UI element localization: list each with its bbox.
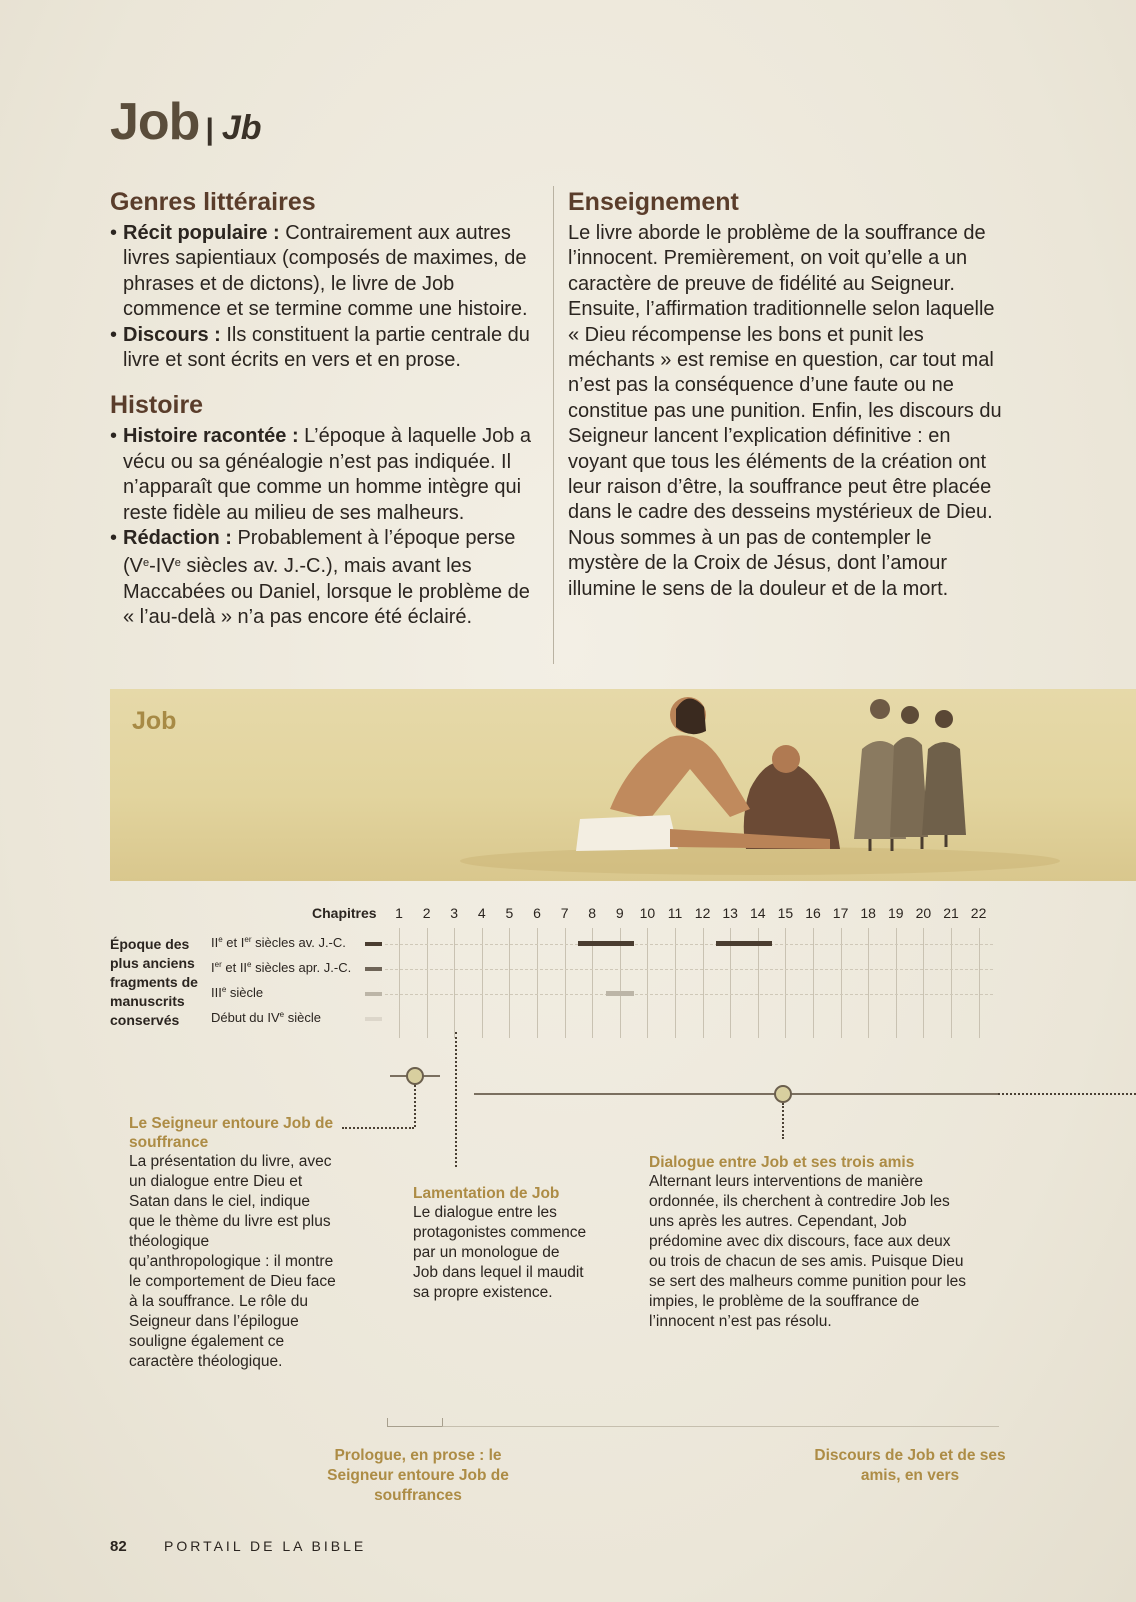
connector-prologue [414, 1085, 416, 1127]
epoch-row-line-1 [385, 969, 993, 970]
roman-numeral: V [129, 555, 144, 578]
genres-heading: Genres littéraires [110, 188, 316, 216]
chapter-number-1: 1 [395, 905, 403, 921]
manuscript-bar-2 [606, 991, 634, 996]
chapter-number-9: 9 [615, 905, 624, 921]
histoire-term: Rédaction : [123, 527, 232, 550]
histoire-text: L’époque à laquelle Job a vécu ou sa généalogie n’est pas indiquée. Il n’apparaît que comme un homme intègre qui reste fidèle au milieu de ses malheurs. [123, 425, 532, 524]
genre-term: Discours : [123, 323, 221, 346]
chapters-label: Chapitres [312, 905, 377, 921]
epoch-label-2: IIIe siècle [211, 985, 264, 1000]
histoire-list [110, 424, 540, 630]
bracket-prologue [387, 1418, 443, 1427]
chapter-number-12: 12 [694, 905, 711, 921]
title-separator: | [205, 113, 214, 146]
chapter-number-21: 21 [943, 905, 959, 921]
genre-text: Contrairement aux autres livres sapientiaux (composés de maximes, de phrases et de dictons), le livre de Job commence et se termine comme une histoire. [123, 222, 528, 321]
timeline-marker-dialogue [774, 1085, 792, 1103]
chapter-number-14: 14 [750, 905, 766, 921]
epoch-key-0 [365, 942, 382, 946]
epoch-key-2 [365, 992, 382, 996]
right-column [568, 188, 1008, 602]
enseignement-text: Le livre aborde le problème de la souffrance de l’innocent. Premièrement, on voit qu’elle a un caractère de preuve de fidélité au Seigneur. Ensuite, l’affirmation traditionnelle selon laquelle « Dieu récompense les bons et punit les méchants » est remise en question, car tout mal n’est pas la conséquence d’une faute ou ne constitue pas une punition. Enfin, les discours du Seigneur lancent l’explication définitive : en voyant que tous les éléments de la création ont leur raison d’être, la souffrance peut être placée dans le cadre des desseins mystérieux de Dieu. Nous sommes à un pas de contempler le mystère de la Croix de Jésus, dont l’amour illumine le sens de la douleur et de la mort. [568, 222, 1002, 600]
epoch-title-line: plus anciens [110, 955, 195, 971]
epoch-row-line-2 [385, 994, 993, 995]
histoire-heading: Histoire [110, 391, 204, 420]
genres-list [110, 221, 540, 373]
epoch-label-0: IIe et Ier siècles av. J.-C. [211, 935, 346, 950]
label-discours: Discours de Job et de ses amis, en vers [814, 1447, 1006, 1484]
chapter-number-8: 8 [588, 905, 597, 921]
epoch-title-line: manuscrits [110, 993, 185, 1009]
chapter-number-15: 15 [777, 905, 794, 921]
book-title: Job [110, 93, 200, 151]
timeline-segment-dialogue [474, 1093, 998, 1095]
histoire-text-tail: siècles av. J.-C.), mais avant les Maccabées ou Daniel, lorsque le problème de « l’au-delà » n’a pas encore été éclairé. [123, 555, 530, 629]
chapter-number-22: 22 [970, 905, 987, 921]
connector-dialogue [782, 1103, 784, 1139]
box-lamentation-text: Le dialogue entre les protagonistes commence par un monologue de Job dans lequel il maudit sa propre existence. [413, 1204, 587, 1301]
histoire-racontee [110, 424, 540, 526]
epoch-title-line: Époque des [110, 936, 190, 952]
ordinal-suffix: e [143, 557, 150, 570]
manuscript-bar-1 [716, 941, 772, 946]
connector-lamentation [455, 1032, 457, 1167]
epoch-title-line: conservés [110, 1012, 180, 1028]
epoch-title [110, 935, 210, 1030]
box-lamentation-heading: Lamentation de Job [413, 1185, 560, 1202]
banner-title: Job [132, 707, 177, 735]
chapter-number-2: 2 [422, 905, 431, 921]
left-column [110, 188, 540, 649]
genre-text: Ils constituent la partie centrale du livre et sont écrits en vers et en prose. [123, 323, 530, 372]
epoch-label-1: Ier et IIe siècles apr. J.-C. [211, 960, 352, 975]
page-number: 82 [110, 1538, 127, 1555]
chapter-number-18: 18 [860, 905, 876, 921]
chapter-number-17: 17 [832, 905, 849, 921]
epoch-key-3 [365, 1017, 382, 1021]
running-footer: PORTAIL DE LA BIBLE [164, 1538, 367, 1554]
chapter-number-3: 3 [450, 905, 459, 921]
box-seigneur [129, 1114, 339, 1372]
timeline-marker-prologue [406, 1067, 424, 1085]
bracket-discours [442, 1418, 999, 1427]
histoire-term: Histoire racontée : [123, 425, 299, 448]
genre-recit-populaire [110, 221, 540, 323]
epoch-row-line-0 [385, 944, 993, 945]
genre-discours [110, 323, 540, 374]
box-seigneur-text: La présentation du livre, avec un dialogue entre Dieu et Satan dans le ciel, indique que le thème du livre est plus théologique qu’anthropologique : il montre le comportement de Dieu face à la souffrance. Le rôle du Seigneur dans l’épilogue souligne également ce caractère théologique. [129, 1153, 336, 1370]
chapter-number-6: 6 [533, 905, 541, 921]
histoire-redaction [110, 526, 540, 631]
column-divider [553, 186, 554, 664]
roman-numeral: -IV [149, 555, 175, 578]
epoch-label-3: Début du IVe siècle [211, 1010, 321, 1025]
page-title [110, 92, 262, 152]
chapter-number-13: 13 [722, 905, 738, 921]
label-prologue: Prologue, en prose : le Seigneur entoure Job de souffrances [327, 1447, 509, 1504]
box-dialogue [649, 1153, 969, 1332]
chapter-number-4: 4 [477, 905, 486, 921]
epoch-title-line: fragments de [110, 974, 198, 990]
genre-term: Récit populaire : [123, 222, 280, 244]
chapter-number-20: 20 [915, 905, 932, 921]
enseignement-heading: Enseignement [568, 188, 739, 216]
chapter-number-11: 11 [667, 905, 683, 921]
chapter-number-10: 10 [639, 905, 656, 921]
chapter-number-16: 16 [805, 905, 821, 921]
connector-prologue-h [342, 1127, 414, 1129]
box-seigneur-heading: Le Seigneur entoure Job de souffrance [129, 1115, 334, 1151]
epoch-key-1 [365, 967, 382, 971]
job-and-friends-illustration [110, 689, 1136, 881]
box-dialogue-text: Alternant leurs interventions de manière ordonnée, ils cherchent à contredire Job les uns après les autres. Cependant, Job prédomine avec dix discours, face aux deux ou trois de chacun de ses amis. Puisque Dieu se sert des malheurs comme punition pour les impies, le problème de la souffrance de l’innocent n’est pas résolu. [649, 1173, 967, 1330]
box-lamentation [413, 1184, 588, 1303]
chapter-number-5: 5 [505, 905, 514, 921]
chapter-number-19: 19 [888, 905, 904, 921]
box-dialogue-heading: Dialogue entre Job et ses trois amis [649, 1154, 915, 1171]
illustration-banner [110, 689, 1136, 881]
timeline-continuation [998, 1093, 1136, 1095]
ordinal-suffix: e [174, 557, 181, 570]
book-abbreviation: Jb [221, 109, 262, 147]
manuscript-bar-0 [578, 941, 634, 946]
chapter-number-7: 7 [560, 905, 569, 921]
histoire-text: Probablement à l’époque perse ( [123, 527, 516, 578]
